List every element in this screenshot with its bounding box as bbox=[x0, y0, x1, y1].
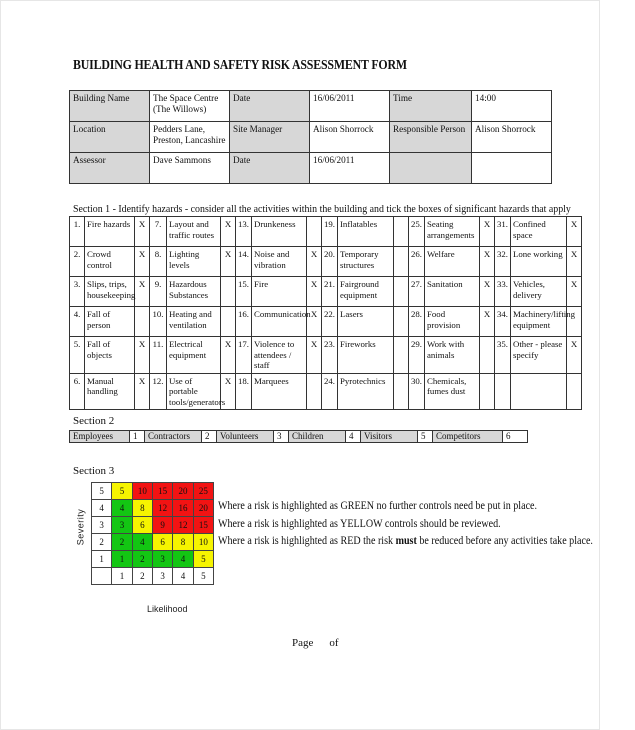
note-red bbox=[218, 533, 593, 551]
header-value-responsible-person: Alison Shorrock bbox=[472, 122, 552, 153]
risk-cell: 5 bbox=[193, 551, 213, 568]
table-row bbox=[70, 153, 552, 184]
hazard-table bbox=[69, 216, 582, 410]
hazard-number: 27. bbox=[409, 277, 425, 307]
risk-cell: 16 bbox=[173, 500, 193, 517]
hazard-label: Marquees bbox=[252, 373, 307, 410]
note-red-start: Where a risk is highlighted as RED the risk bbox=[218, 535, 396, 547]
risk-cell: 8 bbox=[173, 534, 193, 551]
hazard-tick[interactable] bbox=[394, 247, 409, 277]
hazard-tick[interactable]: X bbox=[221, 247, 236, 277]
table-row bbox=[70, 337, 582, 374]
hazard-tick[interactable]: X bbox=[480, 277, 495, 307]
likelihood-value: 1 bbox=[112, 568, 132, 585]
table-row bbox=[70, 247, 582, 277]
hazard-tick[interactable]: X bbox=[221, 337, 236, 374]
risk-cell: 10 bbox=[132, 483, 152, 500]
hazard-label: Fall of person bbox=[85, 307, 135, 337]
persons-number: 6 bbox=[503, 431, 528, 443]
matrix-row bbox=[92, 534, 214, 551]
hazard-tick[interactable]: X bbox=[135, 337, 150, 374]
hazard-number: 25. bbox=[409, 217, 425, 247]
hazard-number: 15. bbox=[236, 277, 252, 307]
note-green: Where a risk is highlighted as GREEN no further controls need be put in place. bbox=[218, 500, 538, 512]
hazard-number: 14. bbox=[236, 247, 252, 277]
persons-number: 1 bbox=[130, 431, 145, 443]
persons-label-employees: Employees bbox=[70, 431, 130, 443]
hazard-label: Sanitation bbox=[425, 277, 480, 307]
hazard-number: 4. bbox=[70, 307, 85, 337]
hazard-tick[interactable]: X bbox=[221, 217, 236, 247]
hazard-label: Seating arrangements bbox=[425, 217, 480, 247]
persons-label-contractors: Contractors bbox=[145, 431, 202, 443]
hazard-tick[interactable]: X bbox=[567, 247, 582, 277]
hazard-label: Work with animals bbox=[425, 337, 480, 374]
hazard-number: 16. bbox=[236, 307, 252, 337]
risk-cell: 4 bbox=[112, 500, 132, 517]
of-label: of bbox=[329, 637, 339, 649]
hazard-number: 33. bbox=[495, 277, 511, 307]
likelihood-row bbox=[92, 568, 214, 585]
hazard-number: 5. bbox=[70, 337, 85, 374]
hazard-label: Lighting levels bbox=[167, 247, 221, 277]
risk-matrix bbox=[91, 482, 214, 585]
hazard-label: Fairground equipment bbox=[338, 277, 394, 307]
risk-cell: 15 bbox=[193, 517, 213, 534]
header-label-location: Location bbox=[70, 122, 150, 153]
table-row bbox=[70, 122, 552, 153]
header-empty-cell bbox=[390, 153, 472, 184]
note-red-end: be reduced before any activities take place. bbox=[416, 535, 593, 547]
hazard-label bbox=[511, 373, 567, 410]
hazard-label: Lasers bbox=[338, 307, 394, 337]
risk-cell: 2 bbox=[132, 551, 152, 568]
hazard-label: Noise and vibration bbox=[252, 247, 307, 277]
hazard-number: 26. bbox=[409, 247, 425, 277]
persons-at-risk-table bbox=[69, 430, 528, 443]
header-value-date-2: 16/06/2011 bbox=[310, 153, 390, 184]
hazard-number: 20. bbox=[322, 247, 338, 277]
hazard-tick[interactable]: X bbox=[307, 337, 322, 374]
hazard-number: 10. bbox=[150, 307, 167, 337]
table-row bbox=[70, 373, 582, 410]
risk-cell: 20 bbox=[193, 500, 213, 517]
risk-cell: 9 bbox=[152, 517, 172, 534]
risk-cell: 2 bbox=[112, 534, 132, 551]
hazard-label: Lone working bbox=[511, 247, 567, 277]
risk-cell: 15 bbox=[152, 483, 172, 500]
risk-cell: 20 bbox=[173, 483, 193, 500]
likelihood-value: 5 bbox=[193, 568, 213, 585]
hazard-tick[interactable]: X bbox=[221, 373, 236, 410]
hazard-label: Machinery/lifting equipment bbox=[511, 307, 567, 337]
hazard-tick[interactable] bbox=[394, 217, 409, 247]
hazard-tick[interactable]: X bbox=[135, 373, 150, 410]
hazard-label: Layout and traffic routes bbox=[167, 217, 221, 247]
hazard-tick[interactable] bbox=[221, 277, 236, 307]
hazard-label: Chemicals, fumes dust bbox=[425, 373, 480, 410]
hazard-tick[interactable] bbox=[394, 337, 409, 374]
hazard-number: 29. bbox=[409, 337, 425, 374]
header-value-date: 16/06/2011 bbox=[310, 91, 390, 122]
section3-title: Section 3 bbox=[73, 465, 115, 477]
header-label-site-manager: Site Manager bbox=[230, 122, 310, 153]
matrix-row bbox=[92, 551, 214, 568]
hazard-tick[interactable]: X bbox=[567, 337, 582, 374]
hazard-number: 2. bbox=[70, 247, 85, 277]
hazard-label: Temporary structures bbox=[338, 247, 394, 277]
severity-value: 4 bbox=[92, 500, 112, 517]
severity-value: 5 bbox=[92, 483, 112, 500]
hazard-label: Fireworks bbox=[338, 337, 394, 374]
severity-axis-label: Severity bbox=[75, 508, 86, 546]
persons-number: 3 bbox=[274, 431, 289, 443]
page-footer bbox=[292, 637, 355, 649]
header-label-assessor: Assessor bbox=[70, 153, 150, 184]
likelihood-axis-label: Likelihood bbox=[147, 604, 188, 614]
hazard-number: 9. bbox=[150, 277, 167, 307]
section1-title: Section 1 - Identify hazards - consider all the activities within the building and tick the boxes of significant hazards that apply bbox=[73, 203, 571, 215]
hazard-label: Violence to attendees / staff bbox=[252, 337, 307, 374]
hazard-tick[interactable] bbox=[480, 373, 495, 410]
hazard-label: Other - please specify bbox=[511, 337, 567, 374]
hazard-number: 32. bbox=[495, 247, 511, 277]
hazard-label: Pyrotechnics bbox=[338, 373, 394, 410]
header-label-date-2: Date bbox=[230, 153, 310, 184]
hazard-number: 21. bbox=[322, 277, 338, 307]
hazard-number: 35. bbox=[495, 337, 511, 374]
hazard-label: Confined space bbox=[511, 217, 567, 247]
risk-cell: 25 bbox=[193, 483, 213, 500]
severity-value: 3 bbox=[92, 517, 112, 534]
hazard-number: 19. bbox=[322, 217, 338, 247]
hazard-tick[interactable]: X bbox=[307, 247, 322, 277]
hazard-number: 6. bbox=[70, 373, 85, 410]
table-row bbox=[70, 91, 552, 122]
hazard-number: 3. bbox=[70, 277, 85, 307]
table-row bbox=[70, 307, 582, 337]
hazard-label: Vehicles, delivery bbox=[511, 277, 567, 307]
hazard-tick[interactable]: X bbox=[307, 307, 322, 337]
risk-cell: 1 bbox=[112, 551, 132, 568]
hazard-number: 24. bbox=[322, 373, 338, 410]
hazard-number: 18. bbox=[236, 373, 252, 410]
hazard-tick[interactable] bbox=[567, 373, 582, 410]
hazard-tick[interactable] bbox=[221, 307, 236, 337]
hazard-number: 30. bbox=[409, 373, 425, 410]
hazard-label: Inflatables bbox=[338, 217, 394, 247]
hazard-tick[interactable]: X bbox=[567, 277, 582, 307]
persons-label-volunteers: Volunteers bbox=[217, 431, 274, 443]
hazard-tick[interactable]: X bbox=[480, 247, 495, 277]
risk-notes bbox=[218, 498, 635, 551]
risk-cell: 4 bbox=[132, 534, 152, 551]
note-red-emphasis: must bbox=[395, 535, 417, 547]
hazard-number: 17. bbox=[236, 337, 252, 374]
hazard-label: Welfare bbox=[425, 247, 480, 277]
hazard-tick[interactable] bbox=[394, 277, 409, 307]
hazard-label: Hazardous Substances bbox=[167, 277, 221, 307]
likelihood-value: 3 bbox=[152, 568, 172, 585]
hazard-tick[interactable] bbox=[307, 373, 322, 410]
risk-cell: 6 bbox=[152, 534, 172, 551]
hazard-tick[interactable]: X bbox=[135, 277, 150, 307]
hazard-number: 22. bbox=[322, 307, 338, 337]
hazard-tick[interactable]: X bbox=[567, 217, 582, 247]
severity-value: 2 bbox=[92, 534, 112, 551]
header-label-building-name: Building Name bbox=[70, 91, 150, 122]
hazard-label: Fire hazards bbox=[85, 217, 135, 247]
persons-number: 4 bbox=[346, 431, 361, 443]
hazard-label: Heating and ventilation bbox=[167, 307, 221, 337]
hazard-number: 23. bbox=[322, 337, 338, 374]
hazard-tick[interactable] bbox=[480, 337, 495, 374]
persons-number: 5 bbox=[418, 431, 433, 443]
risk-cell: 12 bbox=[173, 517, 193, 534]
hazard-label: Communication bbox=[252, 307, 307, 337]
header-empty-value bbox=[472, 153, 552, 184]
hazard-number bbox=[495, 373, 511, 410]
hazard-label: Fire bbox=[252, 277, 307, 307]
hazard-number: 1. bbox=[70, 217, 85, 247]
matrix-row bbox=[92, 500, 214, 517]
page-label: Page bbox=[292, 637, 314, 649]
risk-cell: 3 bbox=[152, 551, 172, 568]
hazard-tick[interactable] bbox=[394, 307, 409, 337]
matrix-row bbox=[92, 483, 214, 500]
table-row bbox=[70, 431, 528, 443]
section2-title: Section 2 bbox=[73, 415, 115, 427]
hazard-tick[interactable]: X bbox=[135, 217, 150, 247]
persons-label-children: Children bbox=[289, 431, 346, 443]
severity-value: 1 bbox=[92, 551, 112, 568]
header-table bbox=[69, 90, 552, 184]
hazard-label: Crowd control bbox=[85, 247, 135, 277]
hazard-label: Manual handling bbox=[85, 373, 135, 410]
matrix-corner bbox=[92, 568, 112, 585]
header-label-responsible-person: Responsible Person bbox=[390, 122, 472, 153]
hazard-number: 8. bbox=[150, 247, 167, 277]
hazard-number: 28. bbox=[409, 307, 425, 337]
hazard-label: Drunkeness bbox=[252, 217, 307, 247]
hazard-label: Fall of objects bbox=[85, 337, 135, 374]
note-yellow: Where a risk is highlighted as YELLOW controls should be reviewed. bbox=[218, 517, 501, 530]
header-value-time: 14:00 bbox=[472, 91, 552, 122]
hazard-label: Slips, trips, housekeeping bbox=[85, 277, 135, 307]
risk-cell: 10 bbox=[193, 534, 213, 551]
header-value-location: Pedders Lane, Preston, Lancashire bbox=[150, 122, 230, 153]
hazard-tick[interactable] bbox=[135, 307, 150, 337]
hazard-number: 11. bbox=[150, 337, 167, 374]
table-row bbox=[70, 277, 582, 307]
risk-cell: 12 bbox=[152, 500, 172, 517]
hazard-tick[interactable]: X bbox=[135, 247, 150, 277]
likelihood-value: 4 bbox=[173, 568, 193, 585]
persons-label-competitors: Competitors bbox=[433, 431, 503, 443]
hazard-label: Food provision bbox=[425, 307, 480, 337]
matrix-row bbox=[92, 517, 214, 534]
hazard-number: 31. bbox=[495, 217, 511, 247]
form-title: BUILDING HEALTH AND SAFETY RISK ASSESSMENT FORM bbox=[73, 57, 407, 72]
table-row bbox=[70, 217, 582, 247]
hazard-tick[interactable]: X bbox=[480, 307, 495, 337]
hazard-label: Electrical equipment bbox=[167, 337, 221, 374]
hazard-number: 12. bbox=[150, 373, 167, 410]
risk-cell: 5 bbox=[112, 483, 132, 500]
hazard-number: 7. bbox=[150, 217, 167, 247]
risk-cell: 6 bbox=[132, 517, 152, 534]
likelihood-value: 2 bbox=[132, 568, 152, 585]
hazard-number: 34. bbox=[495, 307, 511, 337]
risk-cell: 3 bbox=[112, 517, 132, 534]
persons-number: 2 bbox=[202, 431, 217, 443]
persons-label-visitors: Visitors bbox=[361, 431, 418, 443]
hazard-tick[interactable] bbox=[394, 373, 409, 410]
header-label-time: Time bbox=[390, 91, 472, 122]
header-value-site-manager: Alison Shorrock bbox=[310, 122, 390, 153]
risk-cell: 4 bbox=[173, 551, 193, 568]
hazard-tick[interactable]: X bbox=[307, 277, 322, 307]
hazard-tick[interactable] bbox=[307, 217, 322, 247]
header-value-assessor: Dave Sammons bbox=[150, 153, 230, 184]
risk-cell: 8 bbox=[132, 500, 152, 517]
hazard-number: 13. bbox=[236, 217, 252, 247]
hazard-label: Use of portable tools/generators bbox=[167, 373, 221, 410]
header-value-building-name: The Space Centre (The Willows) bbox=[150, 91, 230, 122]
hazard-tick[interactable]: X bbox=[480, 217, 495, 247]
header-label-date: Date bbox=[230, 91, 310, 122]
